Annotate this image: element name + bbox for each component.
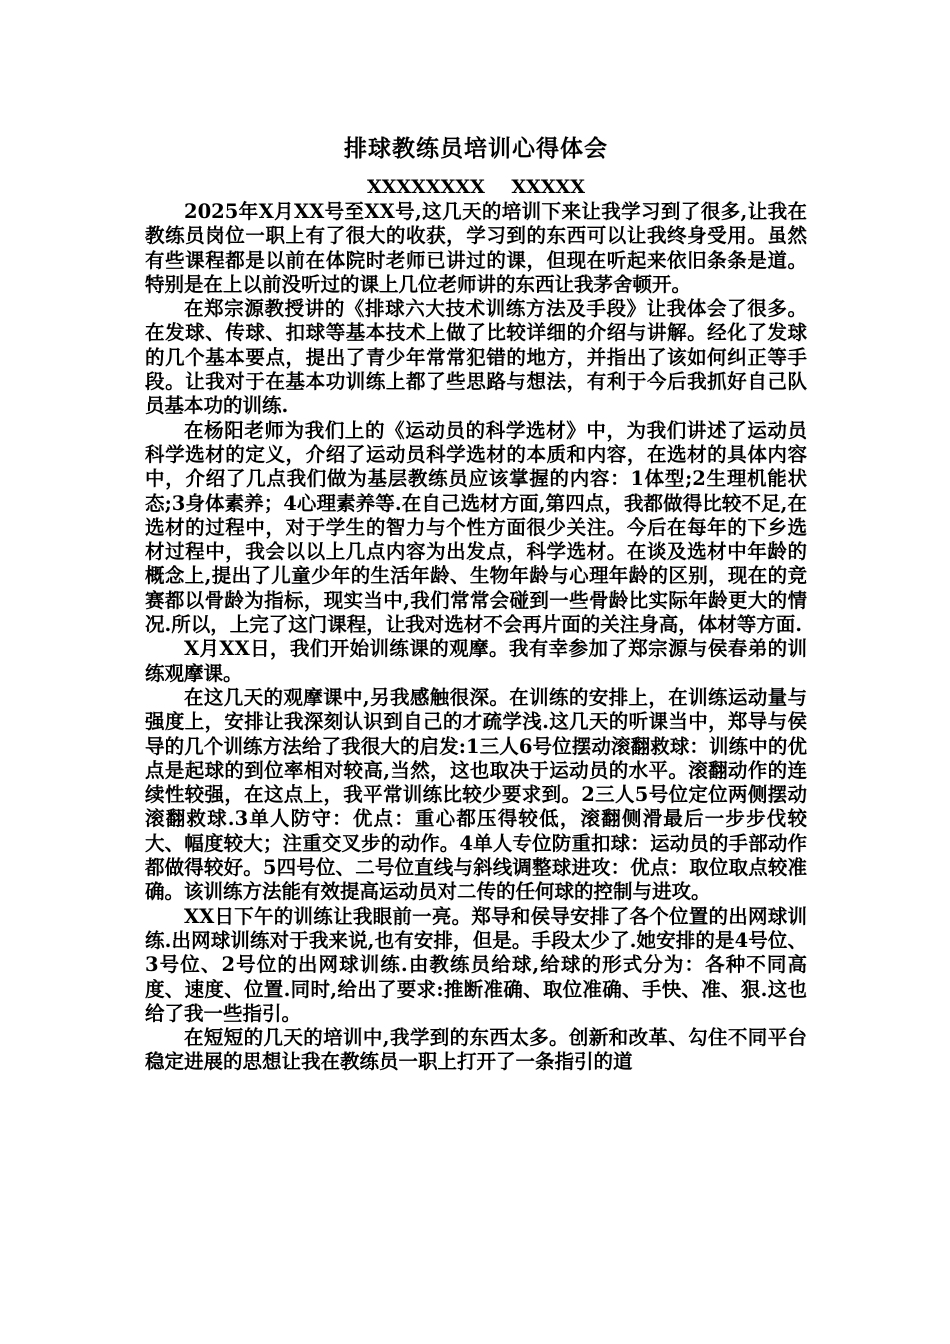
author-line: XXXXXXXX XXXXX (366, 176, 586, 198)
document-title: 排球教练员培训心得体会 (344, 136, 608, 162)
paragraph: 在杨阳老师为我们上的《运动员的科学选材》中，为我们讲述了运动员科学选材的定义，介绍了运动员科学选材的本质和内容，在选材的具体内容中，介绍了几点我们做为基层教练员应该掌握的内容：1体型;2生理机能状态;3身体素养；4心理素养等.在自己选材方面,第四点，我都做得比较不足,在选材的过程中，对于学生的智力与个性方面很少关注。今后在每年的下乡选材过程中，我会以以上几点内容为出发点，科学选材。在谈及选材中年龄的概念上,提出了儿童少年的生活年龄、生物年龄与心理年龄的区别，现在的竞赛都以骨龄为指标，现实当中,我们常常会碰到一些骨龄比实际年龄更大的情况.所以，上完了这门课程，让我对选材不会再片面的关注身高，体材等方面. (145, 418, 807, 637)
paragraph: 2025年X月XX号至XX号,这几天的培训下来让我学习到了很多,让我在教练员岗位一职上有了很大的收获，学习到的东西可以让我终身受用。虽然有些课程都是以前在体院时老师已讲过的课，但现在听起来依旧条条是道。特别是在上以前没听过的课上几位老师讲的东西让我茅舍顿开。 (145, 200, 807, 296)
paragraph: X月XX日，我们开始训练课的观摩。我有幸参加了郑宗源与侯春弟的训练观摩课。 (145, 637, 807, 685)
document-body (145, 200, 807, 1075)
paragraph: 在这几天的观摩课中,另我感触很深。在训练的安排上，在训练运动量与强度上，安排让我深刻认识到自己的才疏学浅.这几天的听课当中，郑导与侯导的几个训练方法给了我很大的启发:1三人6号位摆动滚翻救球：训练中的优点是起球的到位率相对较高,当然，这也取决于运动员的水平。滚翻动作的连续性较强，在这点上，我平常训练比较少要求到。2三人5号位定位两侧摆动滚翻救球.3单人防守：优点：重心都压得较低，滚翻侧滑最后一步步伐较大、幅度较大；注重交叉步的动作。4单人专位防重扣球：运动员的手部动作都做得较好。5四号位、二号位直线与斜线调整球进攻：优点：取位取点较准确。该训练方法能有效提高运动员对二传的任何球的控制与进攻。 (145, 685, 807, 904)
paragraph: 在郑宗源教授讲的《排球六大技术训练方法及手段》让我体会了很多。在发球、传球、扣球等基本技术上做了比较详细的介绍与讲解。经化了发球的几个基本要点，提出了青少年常常犯错的地方，并指出了该如何纠正等手段。让我对于在基本功训练上都了些思路与想法，有利于今后我抓好自己队员基本功的训练. (145, 297, 807, 418)
document-content (145, 132, 807, 1075)
paragraph: XX日下午的训练让我眼前一亮。郑导和侯导安排了各个位置的出网球训练.出网球训练对于我来说,也有安排，但是。手段太少了.她安排的是4号位、3号位、2号位的出网球训练.由教练员给球,给球的形式分为：各种不同高度、速度、位置.同时,给出了要求:推断准确、取位准确、手快、准、狠.这也给了我一些指引。 (145, 904, 807, 1025)
paragraph: 在短短的几天的培训中,我学到的东西太多。创新和改革、勾住不同平台稳定进展的思想让我在教练员一职上打开了一条指引的道 (145, 1026, 807, 1074)
